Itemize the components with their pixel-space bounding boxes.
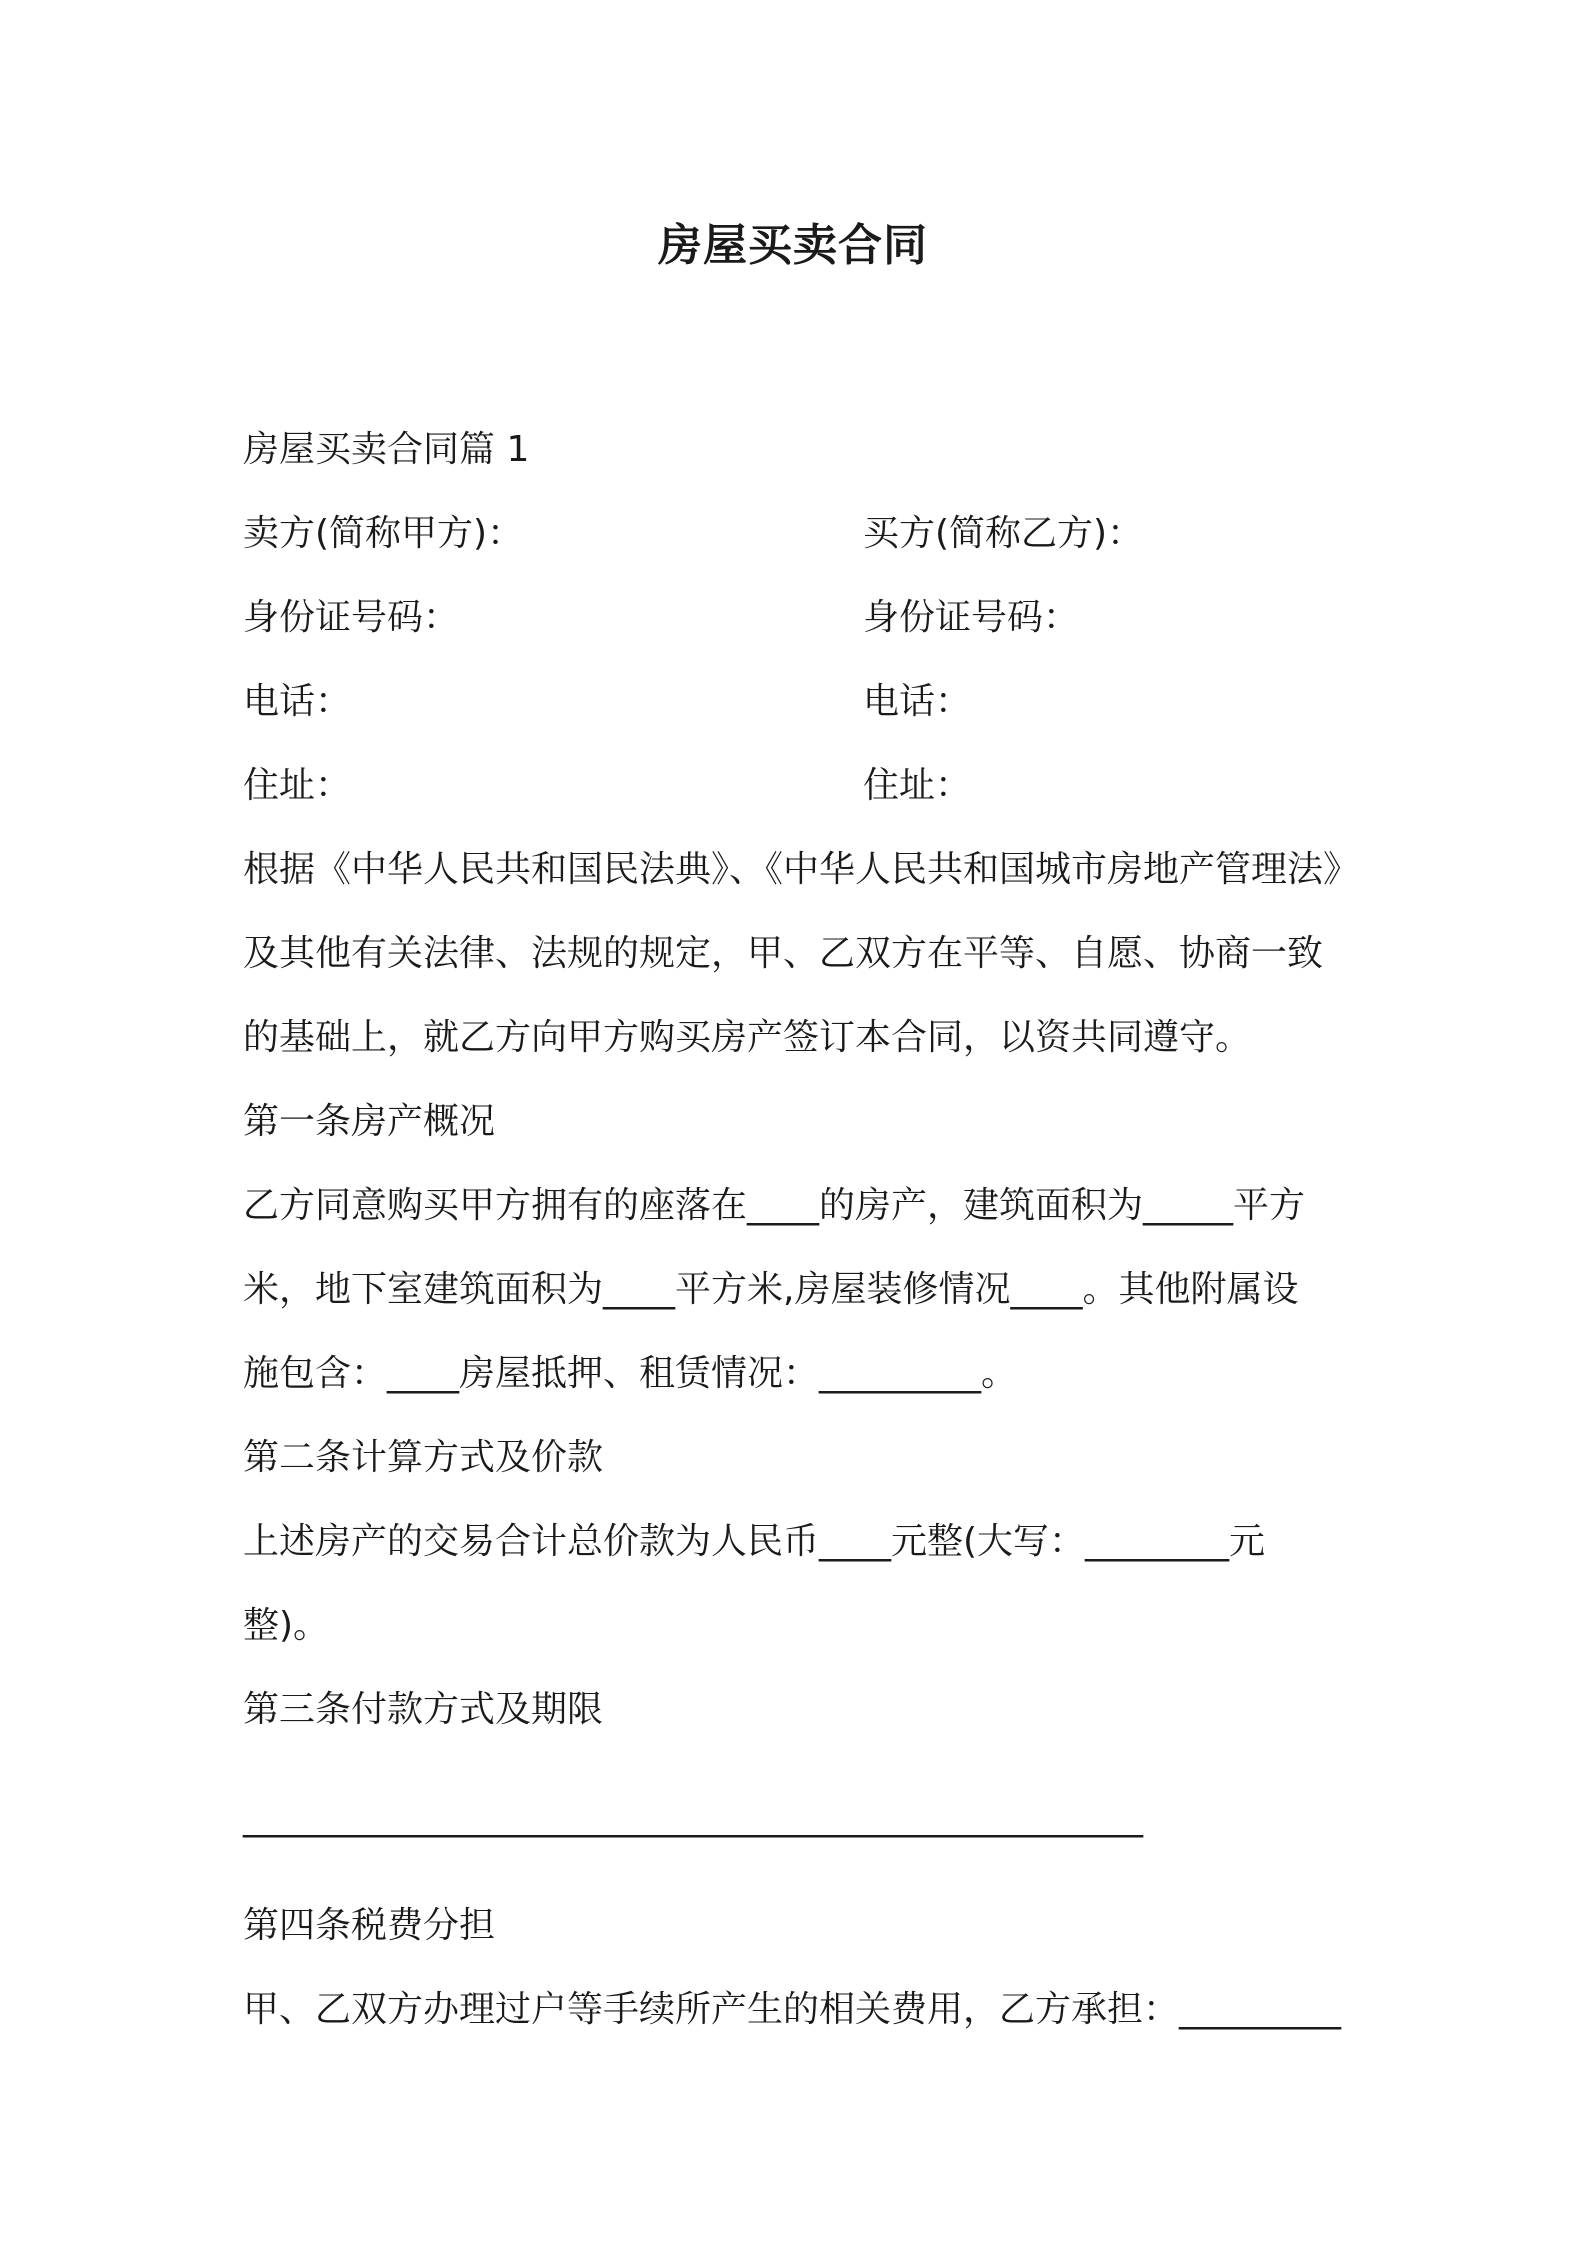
section-subtitle: 房屋买卖合同篇 1 xyxy=(243,429,530,470)
article1-paragraph xyxy=(243,1164,1356,1416)
preamble-line: 根据《中华人民共和国民法典》、《中华人民共和国城市房地产管理法》 xyxy=(243,849,1360,890)
document-body xyxy=(243,408,1360,2052)
article3-heading: 第三条付款方式及期限 xyxy=(243,1689,604,1730)
article4-line: 甲、乙双方办理过户等手续所产生的相关费用，乙方承担：_________ xyxy=(243,1989,1342,2030)
party-phone-row xyxy=(243,660,1356,744)
article2-paragraph xyxy=(243,1500,1356,1668)
article1-line: 施包含：____房屋抵押、租赁情况：_________。 xyxy=(243,1353,1018,1394)
party-id-row xyxy=(243,576,1356,660)
buyer-label: 买方(简称乙方)： xyxy=(863,513,1144,554)
party-address-row xyxy=(243,744,1356,828)
buyer-id-label: 身份证号码： xyxy=(863,597,1080,638)
preamble-paragraph xyxy=(243,828,1360,1080)
seller-phone-label: 电话： xyxy=(243,681,352,722)
article2-line: 上述房产的交易合计总价款为人民币____元整(大写：________元 xyxy=(243,1521,1266,1562)
article1-line: 米，地下室建筑面积为____平方米,房屋装修情况____。其他附属设 xyxy=(243,1269,1299,1310)
article1-line: 乙方同意购买甲方拥有的座落在____的房产，建筑面积为_____平方 xyxy=(243,1185,1306,1226)
seller-id-label: 身份证号码： xyxy=(243,597,460,638)
article1-heading: 第一条房产概况 xyxy=(243,1101,496,1142)
buyer-phone-label: 电话： xyxy=(863,681,972,722)
preamble-line: 及其他有关法律、法规的规定，甲、乙双方在平等、自愿、协商一致 xyxy=(243,933,1324,974)
buyer-address-label: 住址： xyxy=(863,765,972,806)
preamble-line: 的基础上，就乙方向甲方购买房产签订本合同，以资共同遵守。 xyxy=(243,1017,1252,1058)
article2-heading: 第二条计算方式及价款 xyxy=(243,1437,604,1478)
party-name-row xyxy=(243,492,1356,576)
article4-heading: 第四条税费分担 xyxy=(243,1905,496,1946)
spacer xyxy=(243,1752,1356,1800)
seller-label: 卖方(简称甲方)： xyxy=(243,513,524,554)
article3-blank-line: __________________________________________________ xyxy=(243,1797,1143,1838)
document-title: 房屋买卖合同 xyxy=(658,220,928,271)
seller-address-label: 住址： xyxy=(243,765,352,806)
article4-paragraph xyxy=(243,1968,1356,2052)
article2-line: 整)。 xyxy=(243,1605,330,1646)
